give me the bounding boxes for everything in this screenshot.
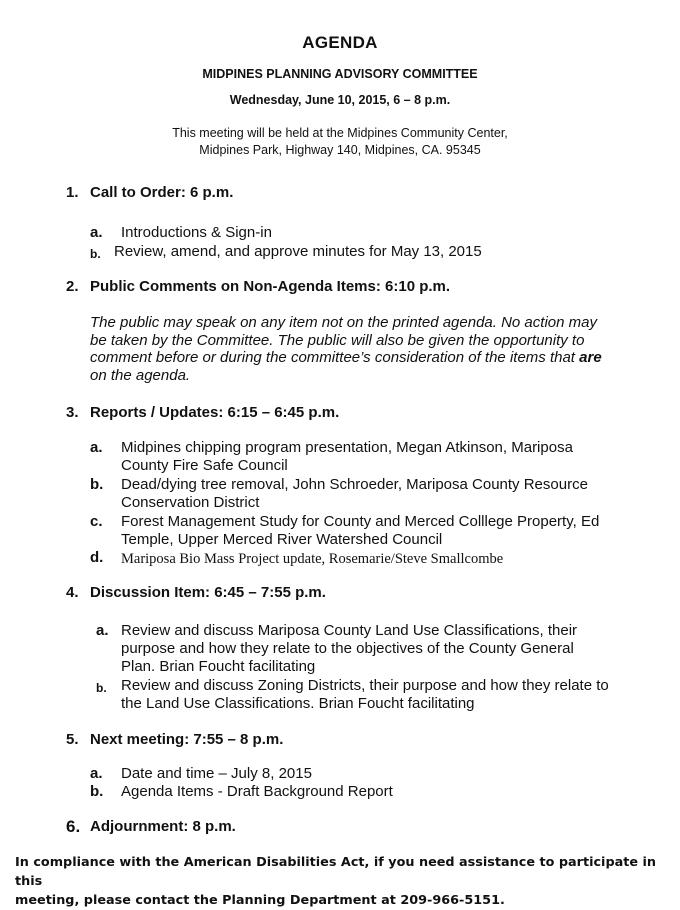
item-letter: d. bbox=[90, 549, 104, 566]
list-item bbox=[90, 476, 650, 512]
location-line-1: This meeting will be held at the Midpines Community Center, bbox=[172, 126, 508, 140]
list-item bbox=[96, 622, 656, 676]
item-text: Agenda Items - Draft Background Report bbox=[121, 783, 393, 800]
list-item bbox=[90, 549, 650, 569]
note-line: The public may speak on any item not on the printed agenda. No action may bbox=[90, 314, 597, 331]
meeting-date: Wednesday, June 10, 2015, 6 – 8 p.m. bbox=[229, 93, 451, 107]
location-line-2: Midpines Park, Highway 140, Midpines, CA. 95345 bbox=[199, 143, 481, 157]
section-heading-2 bbox=[0, 278, 680, 298]
item-text-line-1: Dead/dying tree removal, John Schroeder, Mariposa County Resource bbox=[121, 476, 588, 493]
item-letter: c. bbox=[90, 513, 103, 530]
item-text-line-1: Review and discuss Mariposa County Land Use Classifications, their bbox=[121, 622, 578, 639]
section-number: 5. bbox=[66, 731, 79, 748]
list-item bbox=[90, 243, 650, 263]
item-letter: a. bbox=[96, 622, 109, 639]
item-text-line-1: Midpines chipping program presentation, Megan Atkinson, Mariposa bbox=[121, 439, 573, 456]
section-heading-3 bbox=[0, 404, 680, 424]
section-title: Discussion Item: 6:45 – 7:55 p.m. bbox=[90, 584, 326, 601]
section-number: 3. bbox=[66, 404, 79, 421]
item-text-line-3: Plan. Brian Foucht facilitating bbox=[121, 658, 316, 675]
list-item bbox=[90, 439, 650, 475]
item-letter: a. bbox=[90, 224, 103, 241]
section-title: Next meeting: 7:55 – 8 p.m. bbox=[90, 731, 284, 748]
item-text-line-2: the Land Use Classifications. Brian Foucht facilitating bbox=[121, 695, 475, 712]
item-text-line-1: Mariposa Bio Mass Project update, Rosemarie/Steve Smallcombe bbox=[121, 551, 504, 567]
section-title: Reports / Updates: 6:15 – 6:45 p.m. bbox=[90, 404, 340, 421]
note-line: be taken by the Committee. The public will also be given the opportunity to bbox=[90, 331, 585, 349]
item-text-line-1: Forest Management Study for County and Merced Colllege Property, Ed bbox=[121, 513, 600, 530]
item-text: Date and time – July 8, 2015 bbox=[121, 765, 312, 782]
item-text-line-2: Temple, Upper Merced River Watershed Council bbox=[121, 531, 443, 548]
item-text: Review, amend, and approve minutes for May 13, 2015 bbox=[114, 243, 482, 260]
item-letter: b. bbox=[96, 681, 107, 695]
note-line bbox=[90, 349, 650, 367]
item-text-line-2: Conservation District bbox=[121, 494, 260, 511]
section-heading-1 bbox=[0, 184, 680, 204]
ada-notice bbox=[15, 853, 665, 910]
item-letter: b. bbox=[90, 783, 104, 800]
list-item bbox=[90, 224, 650, 244]
item-letter: a. bbox=[90, 439, 103, 456]
section-number: 4. bbox=[66, 584, 79, 601]
item-text-line-2: purpose and how they relate to the objectives of the County General bbox=[121, 640, 574, 657]
list-item bbox=[90, 765, 650, 785]
section-number: 1. bbox=[66, 184, 79, 201]
section-title: Public Comments on Non-Agenda Items: 6:10 p.m. bbox=[90, 278, 451, 295]
section-number: 2. bbox=[66, 278, 79, 295]
note-emphasis: are bbox=[579, 349, 602, 366]
item-letter: b. bbox=[90, 247, 101, 261]
note-line: on the agenda. bbox=[90, 366, 191, 384]
item-text-line-2: County Fire Safe Council bbox=[121, 457, 288, 474]
section-heading-6 bbox=[0, 818, 680, 840]
section-title: Adjournment: 8 p.m. bbox=[90, 818, 236, 835]
note-text: comment before or during the committee’s consideration of the items that bbox=[90, 349, 575, 366]
item-letter: a. bbox=[90, 765, 103, 782]
section-heading-5 bbox=[0, 731, 680, 751]
list-item bbox=[90, 513, 650, 549]
item-text: Introductions & Sign-in bbox=[121, 224, 272, 241]
list-item bbox=[90, 783, 650, 803]
ada-notice-line-2: meeting, please contact the Planning Department at 209-966-5151. bbox=[15, 893, 505, 908]
public-comment-note bbox=[90, 314, 650, 384]
section-heading-4 bbox=[0, 584, 680, 604]
committee-name: MIDPINES PLANNING ADVISORY COMMITTEE bbox=[202, 67, 478, 81]
ada-notice-line-1: In compliance with the American Disabilities Act, if you need assistance to participate in this bbox=[15, 855, 656, 889]
section-number: 6. bbox=[66, 817, 81, 836]
list-item bbox=[96, 677, 656, 713]
item-text-line-1: Review and discuss Zoning Districts, their purpose and how they relate to bbox=[121, 677, 609, 694]
page-title: AGENDA bbox=[302, 33, 378, 52]
meeting-location bbox=[0, 125, 680, 159]
item-letter: b. bbox=[90, 476, 104, 493]
section-title: Call to Order: 6 p.m. bbox=[90, 184, 234, 201]
